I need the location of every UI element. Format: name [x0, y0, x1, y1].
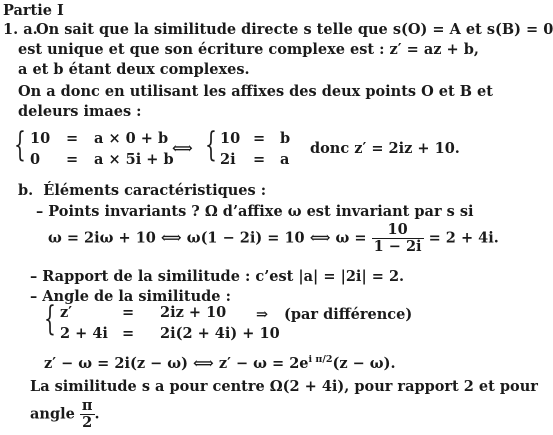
- intro-line-4: On a donc en utilisant les affixes des deux points O et B et: [18, 83, 493, 100]
- question-number: 1. a.: [3, 21, 38, 38]
- par-difference-note: (par différence): [284, 306, 413, 323]
- left-brace: {: [44, 299, 56, 339]
- conclusion-line-1: La similitude s a pour centre Ω(2 + 4i), pour rapport 2 et pour: [30, 378, 538, 395]
- fraction-pi-over-2: $\frac{\pi}{2}$: [81, 397, 93, 431]
- sys2-r2-rhs: a: [280, 151, 290, 168]
- result-z-prime: donc z′ = 2iz + 10.: [310, 140, 460, 157]
- intro-line-1: On sait que la similitude directe s telle que s(O) = A et s(B) = 0: [36, 21, 553, 38]
- sys3-r2-lhs: 2 + 4i: [60, 325, 108, 342]
- invariant-points-line: – Points invariants ? Ω d’affixe ω est invariant par s si: [36, 203, 474, 220]
- sys2-r2-eq: =: [253, 151, 266, 168]
- sys1-r1-lhs: 10: [30, 130, 51, 147]
- subquestion-b: b. Éléments caractéristiques :: [18, 182, 267, 199]
- sys3-r2-eq: =: [122, 325, 135, 342]
- intro-line-5: deleurs imaes :: [18, 103, 142, 120]
- sys3-r1-rhs: 2iz + 10: [160, 304, 227, 321]
- sys1-r2-rhs: a × 5i + b: [94, 151, 174, 168]
- sys1-r2-eq: =: [66, 151, 79, 168]
- section-heading: Partie I: [3, 2, 64, 19]
- sys1-r1-eq: =: [66, 130, 79, 147]
- sys1-r2-lhs: 0: [30, 151, 41, 168]
- ratio-line: – Rapport de la similitude : c’est |a| = |2i| = 2.: [30, 268, 405, 285]
- sys3-r2-rhs: 2i(2 + 4i) + 10: [160, 325, 280, 342]
- left-brace: {: [205, 125, 217, 165]
- conclusion-line-2: angle $\frac{\pi}{2}$ .: [30, 397, 100, 431]
- sys1-r1-rhs: a × 0 + b: [94, 130, 169, 147]
- sys2-r2-lhs: 2i: [220, 151, 236, 168]
- implies-symbol: ⇒: [256, 306, 269, 323]
- fraction-10-over-1-2i: $\frac{10}{1 - 2i}$: [373, 221, 422, 255]
- left-brace: {: [14, 125, 26, 165]
- sys3-r1-eq: =: [122, 304, 135, 321]
- sys2-r1-eq: =: [253, 130, 266, 147]
- equivalence-symbol: ⟺: [172, 140, 193, 157]
- sys3-r1-lhs: z′: [60, 304, 73, 321]
- invariant-equation: ω = 2iω + 10 ⟺ ω(1 − 2i) = 10 ⟺ ω = $\frac{10}{1 - 2i}$ = 2 + 4i.: [48, 221, 499, 255]
- sys2-r1-rhs: b: [280, 130, 291, 147]
- difference-equation: z′ − ω = 2i(z − ω) ⟺ $z' - \omega = 2e^{i \pi/2}(z - \omega)$.: [44, 354, 396, 372]
- intro-line-3: a et b étant deux complexes.: [18, 61, 250, 78]
- angle-line: – Angle de la similitude :: [30, 288, 231, 305]
- intro-line-2: est unique et que son écriture complexe est : z′ = az + b,: [18, 41, 479, 58]
- sys2-r1-lhs: 10: [220, 130, 241, 147]
